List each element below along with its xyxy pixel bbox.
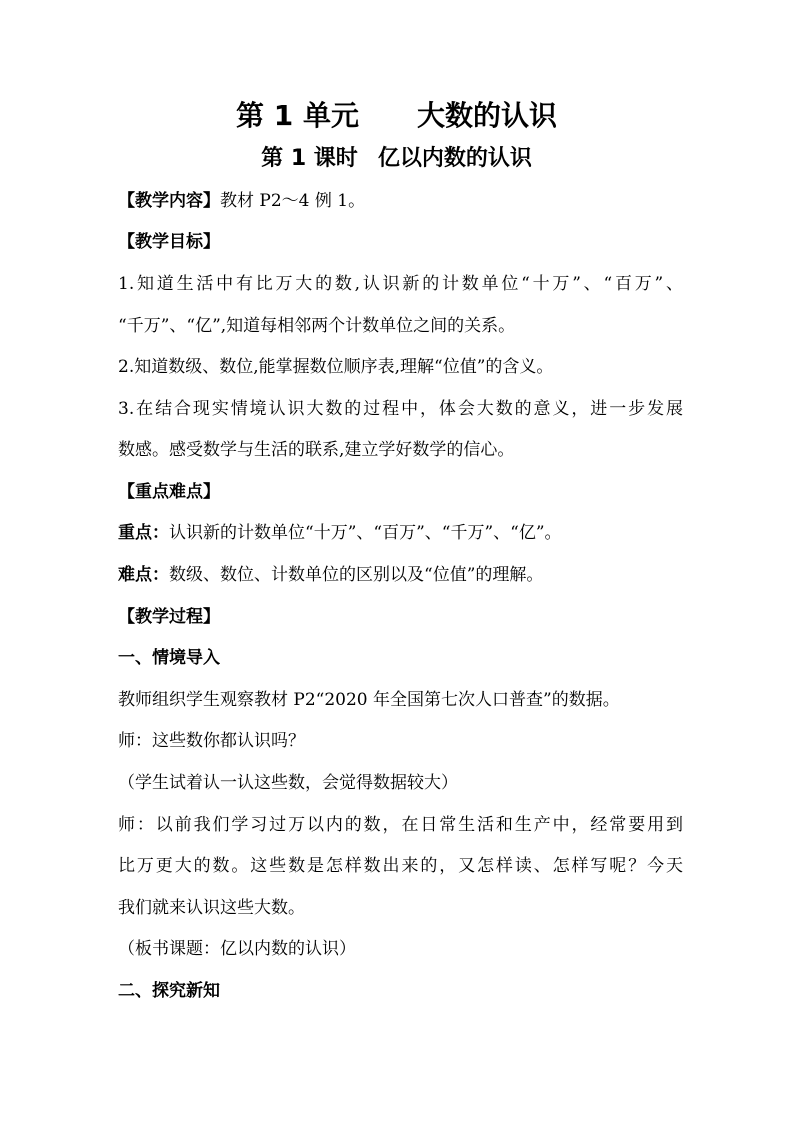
section-1-heading: 一、情境导入: [118, 648, 220, 668]
unit-number: 第 1 单元: [236, 99, 359, 132]
key-point: [118, 518, 683, 548]
difficult-point-label: 难点：: [118, 565, 169, 585]
paragraph-2: 师：这些数你都认识吗？: [118, 731, 305, 751]
unit-title: [0, 96, 793, 136]
teaching-content-label: 【教学内容】: [118, 191, 220, 211]
teaching-goals-heading: 【教学目标】: [118, 232, 220, 252]
lesson-title: [0, 141, 793, 177]
difficult-point: [118, 560, 683, 590]
goal-item-1-line-2: “千万”、“亿”,知道每相邻两个计数单位之间的关系。: [118, 316, 516, 336]
teaching-content: [118, 186, 683, 216]
paragraph-3: （学生试着认一认这些数，会觉得数据较大）: [118, 773, 458, 793]
key-point-text: 认识新的计数单位“十万”、“百万”、“千万”、“亿”。: [169, 523, 562, 543]
goal-item-3-line-2: 数感。感受数学与生活的联系,建立学好数学的信心。: [118, 440, 515, 460]
paragraph-4-line-3: 我们就来认识这些大数。: [118, 898, 305, 918]
section-2-heading: 二、探究新知: [118, 981, 220, 1001]
teaching-content-text: 教材 P2～4 例 1。: [220, 191, 366, 211]
goal-item-3-line-1: 3.在结合现实情境认识大数的过程中，体会大数的意义，进一步发展: [118, 399, 683, 419]
teaching-process-heading: 【教学过程】: [118, 607, 220, 627]
goal-item-2: 2.知道数级、数位,能掌握数位顺序表,理解“位值”的含义。: [118, 357, 554, 377]
difficult-point-text: 数级、数位、计数单位的区别以及“位值”的理解。: [169, 565, 544, 585]
key-point-label: 重点：: [118, 523, 169, 543]
paragraph-4-line-1: 师：以前我们学习过万以内的数，在日常生活和生产中，经常要用到: [118, 815, 683, 835]
paragraph-5: （板书课题：亿以内数的认识）: [118, 939, 356, 959]
goal-item-1-line-1: 1.知道生活中有比万大的数,认识新的计数单位“十万”、“百万”、: [118, 274, 683, 294]
key-points-heading: 【重点难点】: [118, 482, 220, 502]
lesson-number: 第 1 课时: [261, 146, 358, 171]
paragraph-4-line-2: 比万更大的数。这些数是怎样数出来的，又怎样读、怎样写呢？今天: [118, 856, 683, 876]
paragraph-1: 教师组织学生观察教材 P2“2020 年全国第七次人口普查”的数据。: [118, 690, 620, 710]
unit-name: 大数的认识: [416, 99, 557, 132]
lesson-name: 亿以内数的认识: [377, 146, 532, 171]
